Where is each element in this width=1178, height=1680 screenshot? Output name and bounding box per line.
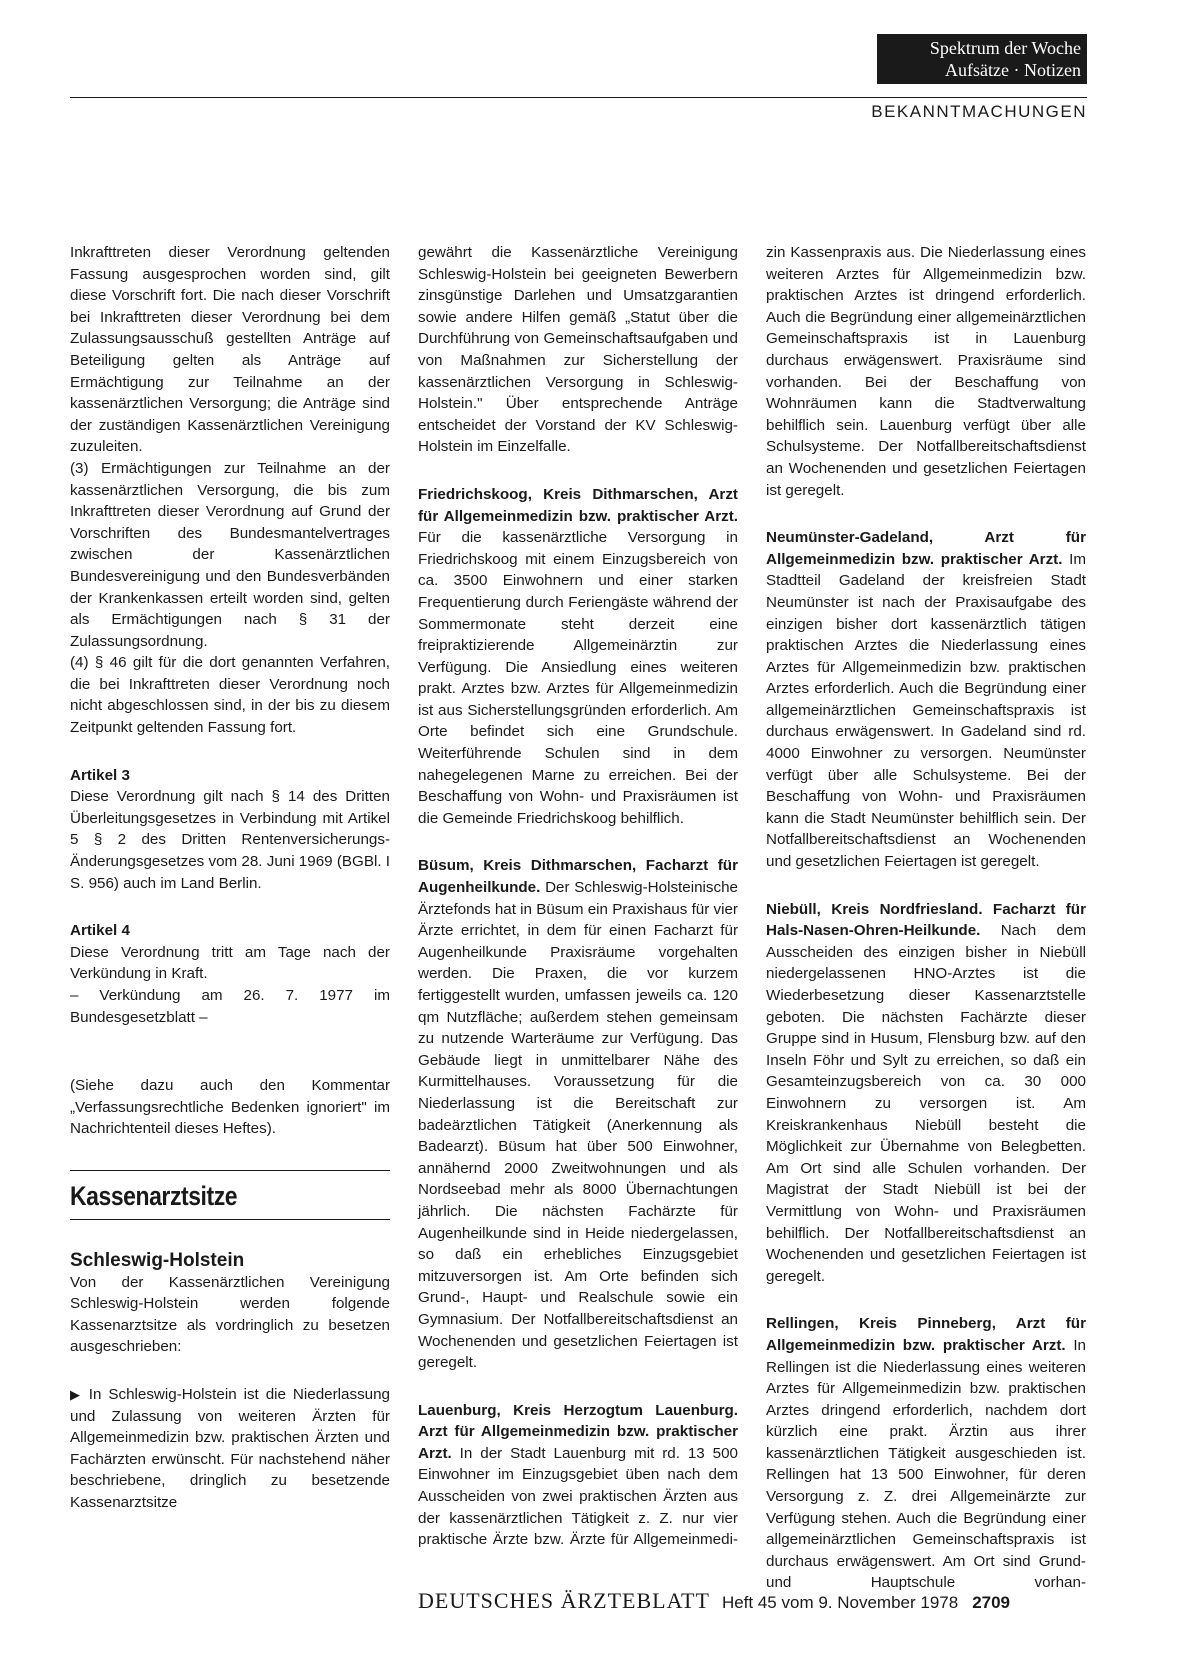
listing-niebuell	[766, 899, 1086, 1288]
listing-heading: Neumünster-Gadeland, Arzt für Allgemeinmedizin bzw. praktischer Arzt.	[766, 529, 1086, 568]
listing-buesum	[418, 855, 738, 1373]
listing-friedrichskoog	[418, 484, 738, 830]
listing-heading: Niebüll, Kreis Nordfriesland. Facharzt für Hals-Nasen-Ohren-Heilkunde.	[766, 900, 1086, 940]
listing-neumuenster	[766, 527, 1086, 873]
magazine-name: DEUTSCHES ÄRZTEBLATT	[418, 1588, 710, 1613]
article-3-heading: Artikel 3	[70, 766, 130, 784]
listing-heading: Büsum, Kreis Dithmarschen, Facharzt für Augenheilkunde.	[418, 857, 738, 897]
listing-heading: Friedrichskoog, Kreis Dithmarschen, Arzt für Allgemeinmedizin bzw. praktischer Arzt.	[418, 485, 738, 525]
column-1	[70, 242, 390, 1514]
section-title: Kassenarztsitze	[70, 1180, 238, 1211]
paragraph: zin Kassenpraxis aus. Die Niederlassung eines weiteren Arztes für Allgemeinmedizin bzw. praktischen Arztes ist dringend erforderlich. Auch die Begründung einer allgemeinärztlichen Gemeinschaftspraxis ist in Lauenburg durchaus erwägenswert. Praxisräume sind vorhanden. Bei der Beschaffung von Wohnräumen kann die Stadtverwaltung behilflich sein. Lauenburg verfügt über alle Schulsysteme. Der Notfallbereitschaftsdienst an Wochenenden und gesetzlichen Feiertagen ist geregelt.	[766, 244, 1086, 499]
listing-heading: Rellingen, Kreis Pinneberg, Arzt für Allgemeinmedizin bzw. praktischer Arzt.	[766, 1315, 1086, 1354]
article-4-note: – Verkündung am 26. 7. 1977 im Bundesgesetzblatt –	[70, 987, 390, 1026]
badge-line-1: Spektrum der Woche	[929, 38, 1081, 58]
article-4-text: Diese Verordnung tritt am Tage nach der Verkündung in Kraft.	[70, 943, 390, 983]
listing-text: In der Stadt Lauenburg mit rd. 13 500 Einwohner im Einzugsgebiet üben nach dem Ausscheiden von zwei praktischen Ärzten aus der kassenärztlichen Tätigkeit z. Z. nur vier praktische Ärzte bzw. Ärzte für Allgemeinmedi-	[418, 1444, 738, 1549]
column-3	[766, 242, 1086, 1594]
paragraph: Inkrafttreten dieser Verordnung geltenden Fassung ausgesprochen worden sind, gilt diese Vorschrift fort. Die nach dieser Vorschrift bei Inkrafttreten dieser Verordnung bei dem Zulassungsausschuß gestellten Anträge auf Beteiligung gelten als Anträge auf Ermächtigung zur Teilnahme an der kassenärztlichen Versorgung; die Anträge sind der zuständigen Kassenärztlichen Vereinigung zuzuleiten.	[70, 244, 390, 456]
intro-paragraph: Von der Kassenärztlichen Vereinigung Schleswig-Holstein werden folgende Kassenarztsitze als vordringlich zu besetzen ausgeschrieben:	[70, 1273, 390, 1356]
listing-lauenburg	[418, 1400, 738, 1551]
article-4-heading: Artikel 4	[70, 922, 130, 940]
listing-heading: Lauenburg, Kreis Herzogtum Lauenburg. Arzt für Allgemeinmedizin bzw. praktischer Arzt.	[418, 1401, 738, 1462]
listing-rellingen	[766, 1313, 1086, 1594]
triangle-bullet-icon: ▶	[70, 1386, 83, 1402]
listing-text: In Rellingen ist die Niederlassung eines weiteren Arztes für Allgemeinmedizin bzw. praktischen Arztes dringend erforderlich, nachdem dort kürzlich eine prakt. Ärztin aus ihrer kassenärztlichen Tätigkeit ausgeschieden ist. Rellingen hat 13 500 Einwohner, für deren Versorgung z. Z. drei Allgemeinärzte zur Verfügung stehen. Auch die Begründung einer allgemeinärztlichen Gemeinschaftspraxis ist durchaus erwägenswert. Am Ort sind Grund- und Hauptschule vorhan-	[766, 1336, 1086, 1592]
paragraph: gewährt die Kassenärztliche Vereinigung Schleswig-Holstein bei geeigneten Bewerbern zinsgünstige Darlehen und Umsatzgarantien sowie andere Hilfen gemäß „Statut über die Durchführung von Gemeinschaftsaufgaben und von Maßnahmen zur Sicherstellung der kassenärztlichen Versorgung in Schleswig-Holstein." Über entsprechende Anträge entscheidet der Vorstand der KV Schleswig-Holstein im Einzelfalle.	[418, 244, 738, 456]
section-label: BEKANNTMACHUNGEN	[871, 102, 1087, 121]
section-subtitle: Schleswig-Holstein	[70, 1249, 245, 1271]
issue-info: Heft 45 vom 9. November 1978	[721, 1593, 959, 1612]
listing-text: Der Schleswig-Holsteinische Ärztefonds hat in Büsum ein Praxishaus für vier Ärzte errichtet, in dem für einen Facharzt für Augenheilkunde Praxisräume vorgehalten werden. Die Praxen, die vor kurzem fertiggestellt wurden, umfassen jeweils ca. 120 qm Nutzfläche; außerdem stehen gemeinsam zu nutzende Warteräume zur Verfügung. Das Gebäude liegt in unmittelbarer Nähe des Kurmittelhauses. Voraussetzung für die Niederlassung ist die Bereitschaft zur badeärztlichen Tätigkeit (Anerkennung als Badearzt). Büsum hat über 500 Einwohner, annähernd 2000 Zweitwohnungen und als Nordseebad mehr als 8000 Übernachtungen jährlich. Die nächsten Fachärzte für Augenheilkunde sind in Heide niedergelassen, so daß ein erhebliches Einzugsgebiet mitzuversorgen ist. Am Orte befinden sich Grund-, Haupt- und Realschule sowie ein Gymnasium. Der Notfallbereitschaftsdienst an Wochenenden und gesetzlichen Feiertagen ist geregelt.	[418, 879, 738, 1372]
title-rule-bottom	[70, 1219, 390, 1220]
section-badge	[877, 34, 1087, 84]
comment-note: (Siehe dazu auch den Kommentar „Verfassungsrechtliche Bedenken ignoriert" im Nachrichtenteil dieses Heftes).	[70, 1077, 390, 1138]
title-rule-top	[70, 1170, 390, 1171]
article-3-text: Diese Verordnung gilt nach § 14 des Dritten Überleitungsgesetzes in Verbindung mit Artikel 5 § 2 des Dritten Rentenversicherungs-Änderungsgesetzes vom 28. Juni 1969 (BGBl. I S. 956) auch im Land Berlin.	[70, 788, 390, 892]
paragraph: (3) Ermächtigungen zur Teilnahme an der kassenärztlichen Versorgung, die bis zum Inkrafttreten dieser Verordnung auf Grund der Vorschriften des Bundesmantelvertrages zwischen der Kassenärztlichen Bundesvereinigung und den Bundesverbänden der Krankenkassen erteilt worden sind, gelten als Ermächtigungen nach § 31 der Zulassungsordnung.	[70, 459, 390, 650]
listing-text: Im Stadtteil Gadeland der kreisfreien Stadt Neumünster ist nach der Praxisaufgabe des einzigen bisher dort kassenärztlich tätigen praktischen Arztes die Niederlassung eines Arztes für Allgemeinmedizin bzw. praktischen Arztes erforderlich. Auch die Begründung einer allgemeinärztlichen Gemeinschaftspraxis ist durchaus erwägenswert. In Gadeland sind rd. 4000 Einwohner zu versorgen. Neumünster verfügt über alle Schulsysteme. Bei der Beschaffung von Wohn- und Praxisräumen kann die Stadt Neumünster behilflich sein. Der Notfallbereitschaftsdienst an Wochenenden und gesetzlichen Feiertagen ist geregelt.	[766, 550, 1086, 871]
header-rule	[70, 97, 1087, 98]
listing-text: Für die kassenärztliche Versorgung in Friedrichskoog mit einem Einzugsbereich von ca. 3500 Einwohnern und einer starken Frequentierung durch Feriengäste während der Sommermonate steht derzeit eine freipraktizierende Allgemeinärztin zur Verfügung. Die Ansiedlung eines weiteren prakt. Arztes bzw. Arztes für Allgemeinmedizin ist aus Sicherstellungsgründen erforderlich. Am Orte befindet sich eine Grundschule. Weiterführende Schulen sind in dem nahegelegenen Marne zu erreichen. Bei der Beschaffung von Wohn- und Praxisräumen ist die Gemeinde Friedrichskoog behilflich.	[418, 529, 738, 827]
listing-text: Nach dem Ausscheiden des einzigen bisher in Niebüll niedergelassenen HNO-Arztes ist die Wiederbesetzung dieser Kassenarztstelle geboten. Die nächsten Fachärzte dieser Gruppe sind in Husum, Flensburg bzw. auf den Inseln Föhr und Sylt zu erreichen, so daß ein Gesamteinzugsbereich von ca. 30 000 Einwohnern zu versorgen ist. Am Kreiskrankenhaus Niebüll besteht die Möglichkeit zur Übernahme von Belegbetten. Am Ort sind alle Schulen vorhanden. Der Magistrat der Stadt Niebüll ist bei der Vermittlung von Wohn- und Praxisräumen behilflich. Der Notfallbereitschaftsdienst an Wochenenden und gesetzlichen Feiertagen ist geregelt.	[766, 922, 1086, 1285]
page-number: 2709	[972, 1593, 1011, 1612]
page-footer	[418, 1588, 1087, 1614]
bullet-paragraph: ▶ In Schleswig-Holstein ist die Niederlassung und Zulassung von weiteren Ärzten für Allgemeinmedizin bzw. praktischen Ärzten und Fachärzten erwünscht. Für nachstehend näher beschriebene, dringlich zu besetzende Kassenarztsitze	[70, 1385, 391, 1511]
paragraph: (4) § 46 gilt für die dort genannten Verfahren, die bei Inkrafttreten dieser Verordnung noch nicht abgeschlossen sind, in der bis zu diesem Zeitpunkt geltenden Fassung fort.	[70, 654, 390, 737]
column-2	[418, 242, 738, 1551]
badge-line-2: Aufsätze · Notizen	[945, 60, 1081, 80]
